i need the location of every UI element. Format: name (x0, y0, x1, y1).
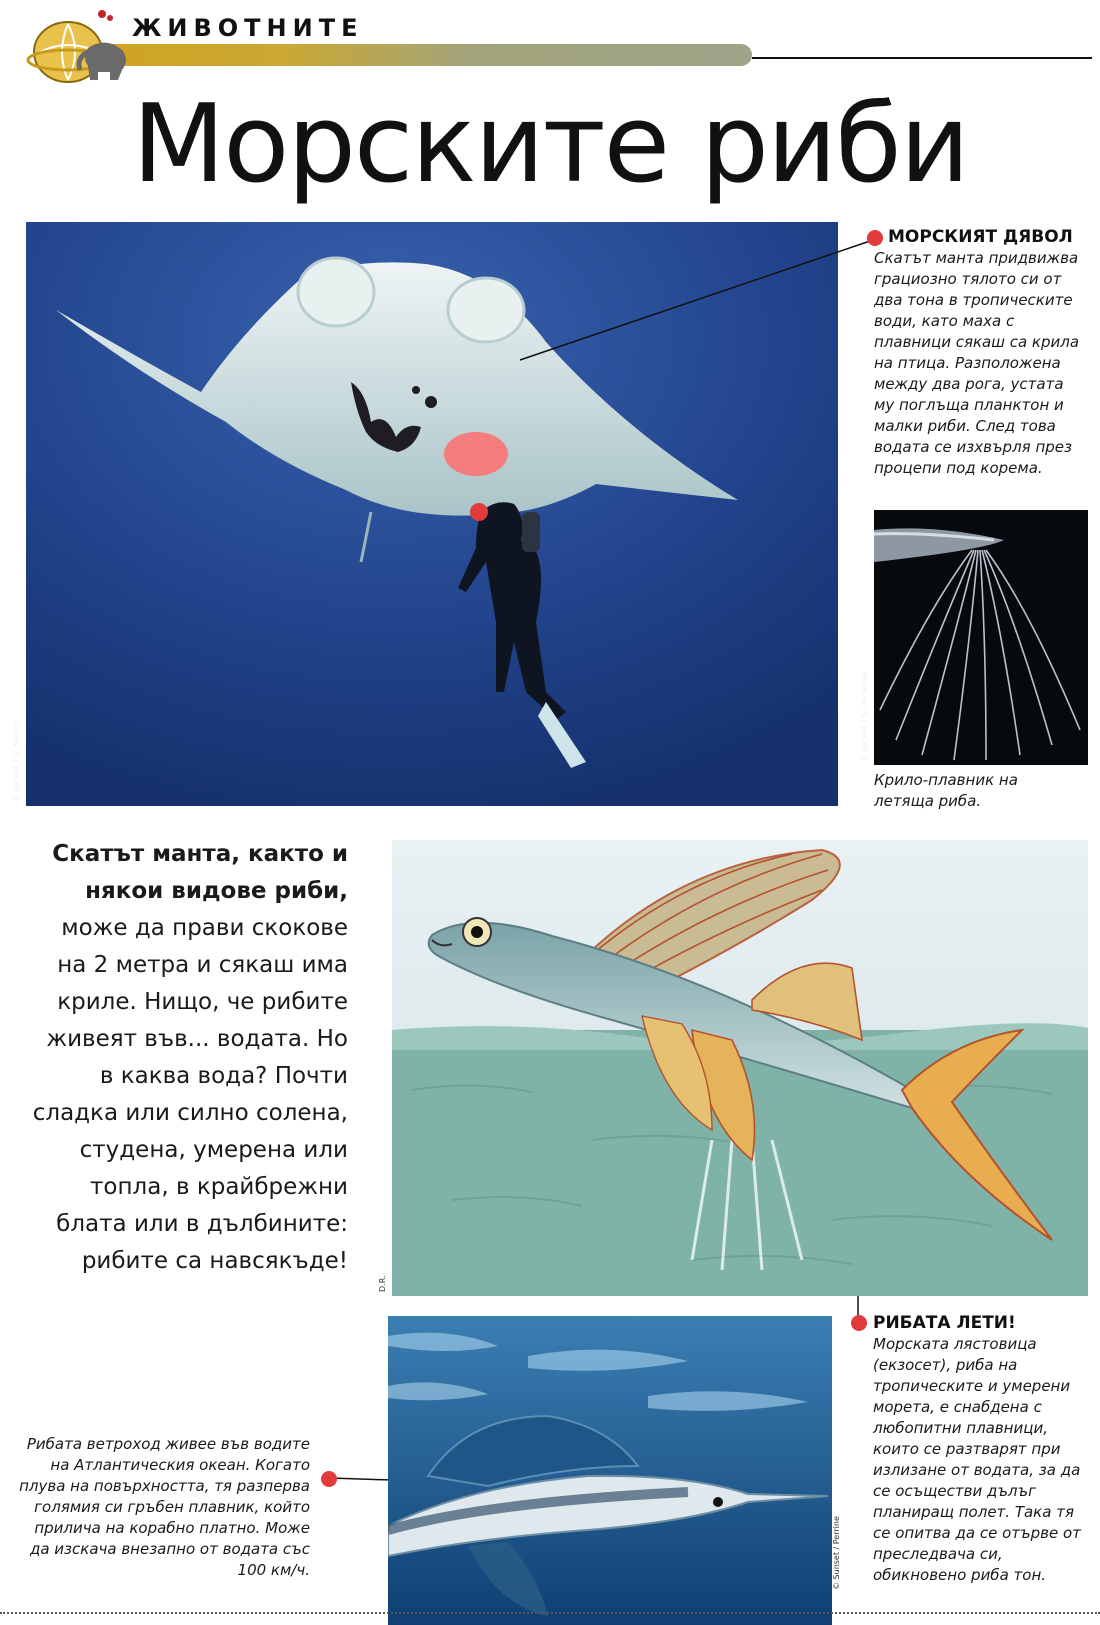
manta-photo-credit: © Jacana / G. Souris (12, 721, 21, 802)
flying-fish-credit: D.R. (378, 1275, 387, 1292)
lead-bold-text: Скатът манта, както и някои видове риби, (52, 841, 348, 904)
flying-fish-illustration (392, 840, 1088, 1296)
sailfish-photo (388, 1316, 832, 1625)
manta-ray-photo (26, 222, 838, 806)
section-logo-icon (26, 8, 136, 88)
fin-wing-photo (874, 510, 1088, 765)
page-title: Морските риби (132, 82, 968, 207)
fin-photo-credit: © Jacana / S. de Wilde (860, 672, 869, 762)
flying-fish-caption-text: Морската лястовица (екзосет), риба на тропическите и умерени морета, е снабдена с любопитни плавници, които се разтварят при излизане от водата, за да се осъществи дълъг планиращ полет. Така тя се опитва да се отърве от преследвача си, обикновено риба тон. (873, 1335, 1081, 1584)
header-rule (752, 57, 1092, 59)
manta-caption-title: МОРСКИЯТ ДЯВОЛ (888, 227, 1073, 247)
page-bottom-border (0, 1612, 1100, 1614)
lead-body-text: може да прави скокове на 2 метра и сякаш има криле. Нищо, че рибите живеят във... водата. Но в каква вода? Почти сладка или силно солена, студена, умерена или топла, в крайбрежни блата или в дълбините: рибите са навсякъде! (32, 915, 348, 1274)
lead-paragraph (26, 836, 348, 1280)
manta-caption-text: Скатът манта придвижва грациозно тялото си от два тона в тропическите води, като маха с плавници сякаш са крила на птица. Разположена между два рога, устата му поглъща планктон и малки риби. След това водата се изхвърля през процепи под корема. (874, 249, 1080, 477)
sailfish-credit: © Sunset / Perrine (832, 1516, 841, 1590)
fin-photo-caption: Крило-плавник на летяща риба. (874, 771, 1018, 810)
flying-fish-caption-title: РИБАТА ЛЕТИ! (873, 1313, 1016, 1333)
sailfish-caption-text: Рибата ветроход живее във водите на Атлантическия океан. Когато плува на повърхността, тя разперва голямия си гръбен плавник, който прилича на корабно платно. Може да изскача внезапно от водата със 100 км/ч. (19, 1435, 310, 1579)
section-label: ЖИВОТНИТЕ (132, 14, 364, 42)
flying-fish-caption-dot (851, 1315, 867, 1331)
header-band (40, 44, 752, 66)
sailfish-caption-dot (321, 1471, 337, 1487)
manta-caption-dot (867, 230, 883, 246)
